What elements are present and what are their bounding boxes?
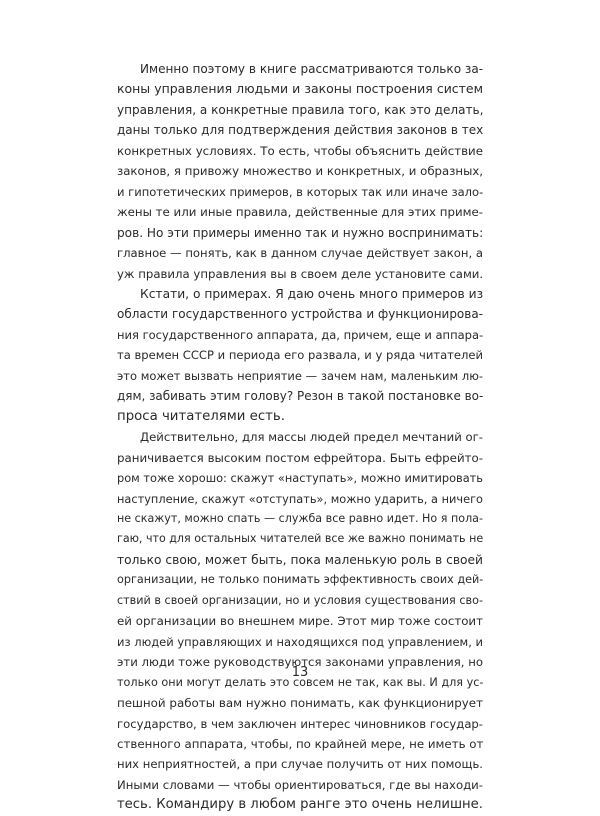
- text-line: только они могут делать это совсем не так, как вы. И для ус-: [117, 675, 484, 689]
- text-line: даны только для подтверждения действия законов в тех: [117, 123, 484, 138]
- text-line: законов, я привожу множество и конкретных, и образных,: [117, 164, 483, 179]
- text-line: уж правила управления вы в своем деле установите сами.: [117, 266, 484, 281]
- text-line: главное — понять, как в данном случае действует закон, а: [117, 246, 483, 261]
- text-line: и гипотетических примеров, в которых так или иначе зало-: [117, 184, 484, 199]
- text-line: та времен СССР и периода его развала, и у ряда читателей: [117, 348, 483, 363]
- body-text: [117, 59, 483, 816]
- text-line: государство, в чем заключен интерес чиновников государ-: [117, 716, 483, 731]
- text-line: коны управления людьми и законы построения систем: [117, 81, 483, 97]
- paragraph: [117, 284, 483, 427]
- text-line: это может вызвать неприятие — зачем нам, маленьким лю-: [117, 368, 483, 383]
- text-line: пешной работы вам нужно понимать, как функционирует: [117, 696, 483, 711]
- text-line: ей организации во внешнем мире. Этот мир тоже состоит: [117, 614, 483, 629]
- text-line: эти люди тоже руководствуются законами управления, но: [117, 655, 483, 670]
- paragraph: [117, 59, 483, 284]
- text-line: области государственного устройства и функционирова-: [117, 307, 483, 322]
- text-line: Иными словами — чтобы ориентироваться, где вы находи-: [117, 777, 483, 792]
- text-line: управления, а конкретные правила того, как это делать,: [117, 102, 484, 117]
- text-line: них неприятностей, а при случае получить от них помощь.: [117, 757, 484, 772]
- text-line: наступление, скажут «отступать», можно ударить, а ничего: [117, 491, 483, 506]
- text-line: Кстати, о примерах. Я даю очень много примеров из: [140, 286, 484, 301]
- text-line: ром тоже хорошо: скажут «наступать», можно имитировать: [117, 471, 483, 486]
- text-line: не скажут, можно спать — служба все равно идет. Но я пола-: [117, 511, 483, 525]
- text-line: организации, не только понимать эффективность своих дей-: [117, 573, 484, 587]
- text-line: ров. Но эти примеры именно так и нужно воспринимать:: [117, 225, 484, 240]
- text-line: ствий в своей организации, но и условия существования сво-: [117, 593, 483, 607]
- text-line: жены те или иные правила, действенные для этих приме-: [117, 205, 483, 220]
- text-line: ственного аппарата, чтобы, по крайней мере, не иметь от: [117, 736, 484, 751]
- text-line: ния государственного аппарата, да, причем, еще и аппара-: [117, 327, 484, 342]
- paragraph: [117, 427, 483, 816]
- text-line: дям, забивать этим голову? Резон в такой постановке во-: [117, 389, 484, 404]
- text-line: гаю, что для остальных читателей все же важно понимать не: [117, 532, 484, 546]
- page-number: 13: [291, 665, 309, 680]
- text-line: из людей управляющих и находящихся под управлением, и: [117, 634, 483, 649]
- text-line: только свою, может быть, пока маленькую роль в своей: [117, 552, 483, 567]
- text-line: раничивается высоким постом ефрейтора. Быть ефрейто-: [117, 450, 483, 465]
- text-line: проса читателями есть.: [117, 408, 285, 424]
- text-line: Действительно, для массы людей предел мечтаний ог-: [140, 430, 483, 445]
- text-line: конкретных условиях. То есть, чтобы объяснить действие: [117, 143, 483, 158]
- text-line: тесь. Командиру в любом ранге это очень нелишне.: [117, 797, 483, 813]
- text-line: Именно поэтому в книге рассматриваются только за-: [140, 62, 484, 76]
